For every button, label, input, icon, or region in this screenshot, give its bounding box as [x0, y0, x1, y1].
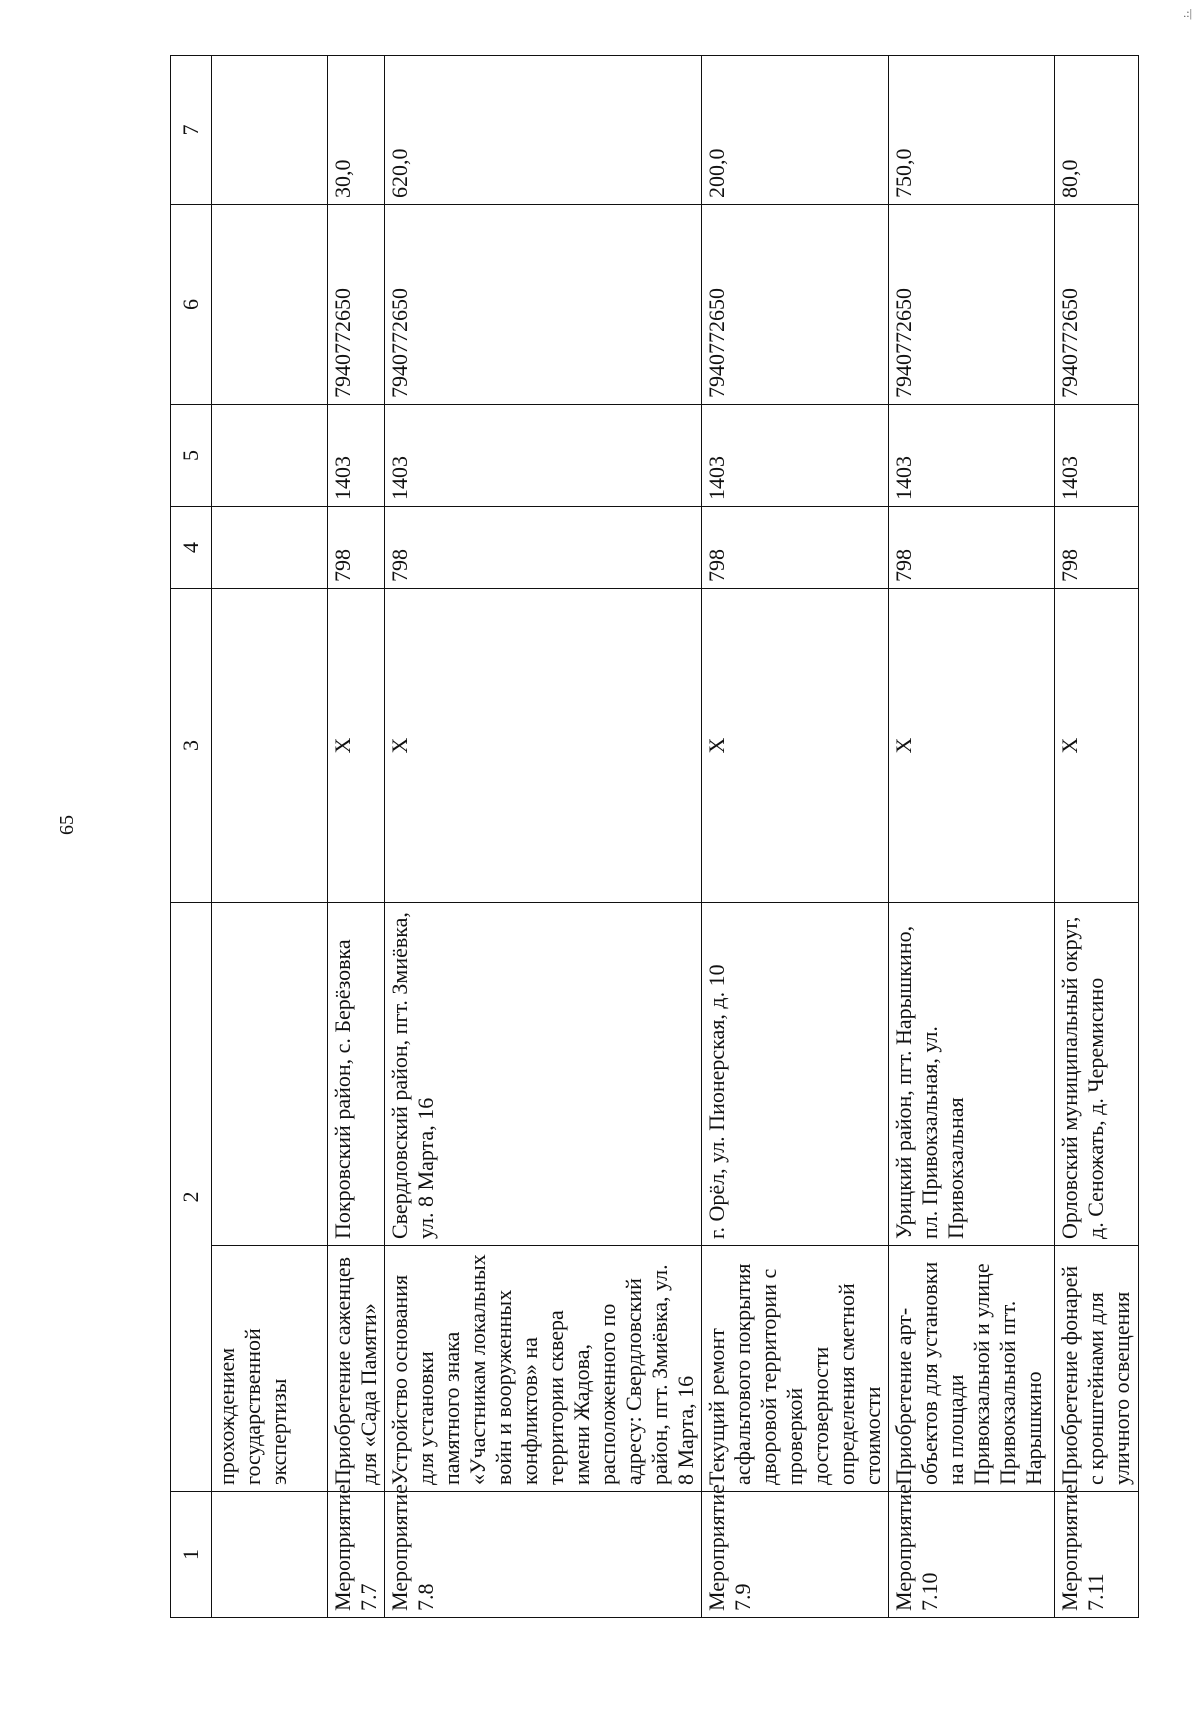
event-col-3: Х: [385, 589, 702, 903]
event-col-5: 1403: [702, 405, 889, 507]
event-number: Мероприятие 7.7: [328, 1492, 385, 1618]
cont-col-7: [212, 56, 328, 205]
table-row: [1055, 56, 1139, 1618]
event-description: Устройство основания для установки памятного знака «Участникам локальных войн и вооруженных конфликтов» на территории сквера имени Жадова, расположенного по адресу: Свердловский район, пгт. Змиёвка, ул. 8 Марта, 16: [385, 1246, 702, 1492]
event-description: Приобретение арт-объектов для установки на площади Привокзальной и улице Привокзальной пгт. Нарышкино: [889, 1246, 1055, 1492]
header-col-4: 4: [171, 507, 212, 589]
header-col-6: 6: [171, 205, 212, 405]
budget-table-rotated: [170, 56, 1134, 1618]
corner-mark: .:|: [1183, 6, 1192, 20]
event-address: Покровский район, с. Берёзовка: [328, 903, 385, 1246]
event-col-6: 7940772650: [889, 205, 1055, 405]
cont-col-4: [212, 507, 328, 589]
event-col-3: Х: [889, 589, 1055, 903]
event-col-3: Х: [328, 589, 385, 903]
event-address: Орловский муниципальный округ, д. Сеножать, д. Черемисино: [1055, 903, 1139, 1246]
event-col-4: 798: [328, 507, 385, 589]
event-description: Приобретение фонарей с кронштейнами для уличного освещения: [1055, 1246, 1139, 1492]
event-address: Свердловский район, пгт. Змиёвка, ул. 8 Марта, 16: [385, 903, 702, 1246]
cont-col-5: [212, 405, 328, 507]
event-amount: 750,0: [889, 56, 1055, 205]
cont-col-2a: прохождением государственной экспертизы: [212, 1246, 328, 1492]
event-col-6: 7940772650: [328, 205, 385, 405]
page-number: 65: [56, 815, 78, 835]
table-row: [702, 56, 889, 1618]
event-amount: 30,0: [328, 56, 385, 205]
event-col-3: Х: [1055, 589, 1139, 903]
header-col-1: 1: [171, 1492, 212, 1618]
cont-col-2b: [212, 903, 328, 1246]
header-col-3: 3: [171, 589, 212, 903]
event-address: Урицкий район, пгт. Нарышкино, пл. Привокзальная, ул. Привокзальная: [889, 903, 1055, 1246]
table-row: [328, 56, 385, 1618]
budget-table: [170, 55, 1139, 1618]
cont-col-1: [212, 1492, 328, 1618]
event-description: Приобретение саженцев для «Сада Памяти»: [328, 1246, 385, 1492]
event-number: Мероприятие 7.8: [385, 1492, 702, 1618]
event-col-5: 1403: [1055, 405, 1139, 507]
event-amount: 200,0: [702, 56, 889, 205]
cont-col-3: [212, 589, 328, 903]
event-address: г. Орёл, ул. Пионерская, д. 10: [702, 903, 889, 1246]
table-row: [385, 56, 702, 1618]
event-description: Текущий ремонт асфальтового покрытия дворовой территории с проверкой достоверности определения сметной стоимости: [702, 1246, 889, 1492]
event-col-6: 7940772650: [702, 205, 889, 405]
event-number: Мероприятие 7.10: [889, 1492, 1055, 1618]
event-col-4: 798: [1055, 507, 1139, 589]
event-number: Мероприятие 7.9: [702, 1492, 889, 1618]
cont-col-6: [212, 205, 328, 405]
event-col-3: Х: [702, 589, 889, 903]
table-row: [889, 56, 1055, 1618]
event-amount: 80,0: [1055, 56, 1139, 205]
event-col-5: 1403: [328, 405, 385, 507]
event-number: Мероприятие 7.11: [1055, 1492, 1139, 1618]
event-col-4: 798: [385, 507, 702, 589]
event-col-5: 1403: [889, 405, 1055, 507]
header-col-7: 7: [171, 56, 212, 205]
event-col-5: 1403: [385, 405, 702, 507]
event-col-4: 798: [702, 507, 889, 589]
event-col-6: 7940772650: [1055, 205, 1139, 405]
header-col-2: 2: [171, 903, 212, 1492]
continuation-row: [212, 56, 328, 1618]
header-row: [171, 56, 212, 1618]
event-amount: 620,0: [385, 56, 702, 205]
event-col-6: 7940772650: [385, 205, 702, 405]
header-col-5: 5: [171, 405, 212, 507]
event-col-4: 798: [889, 507, 1055, 589]
